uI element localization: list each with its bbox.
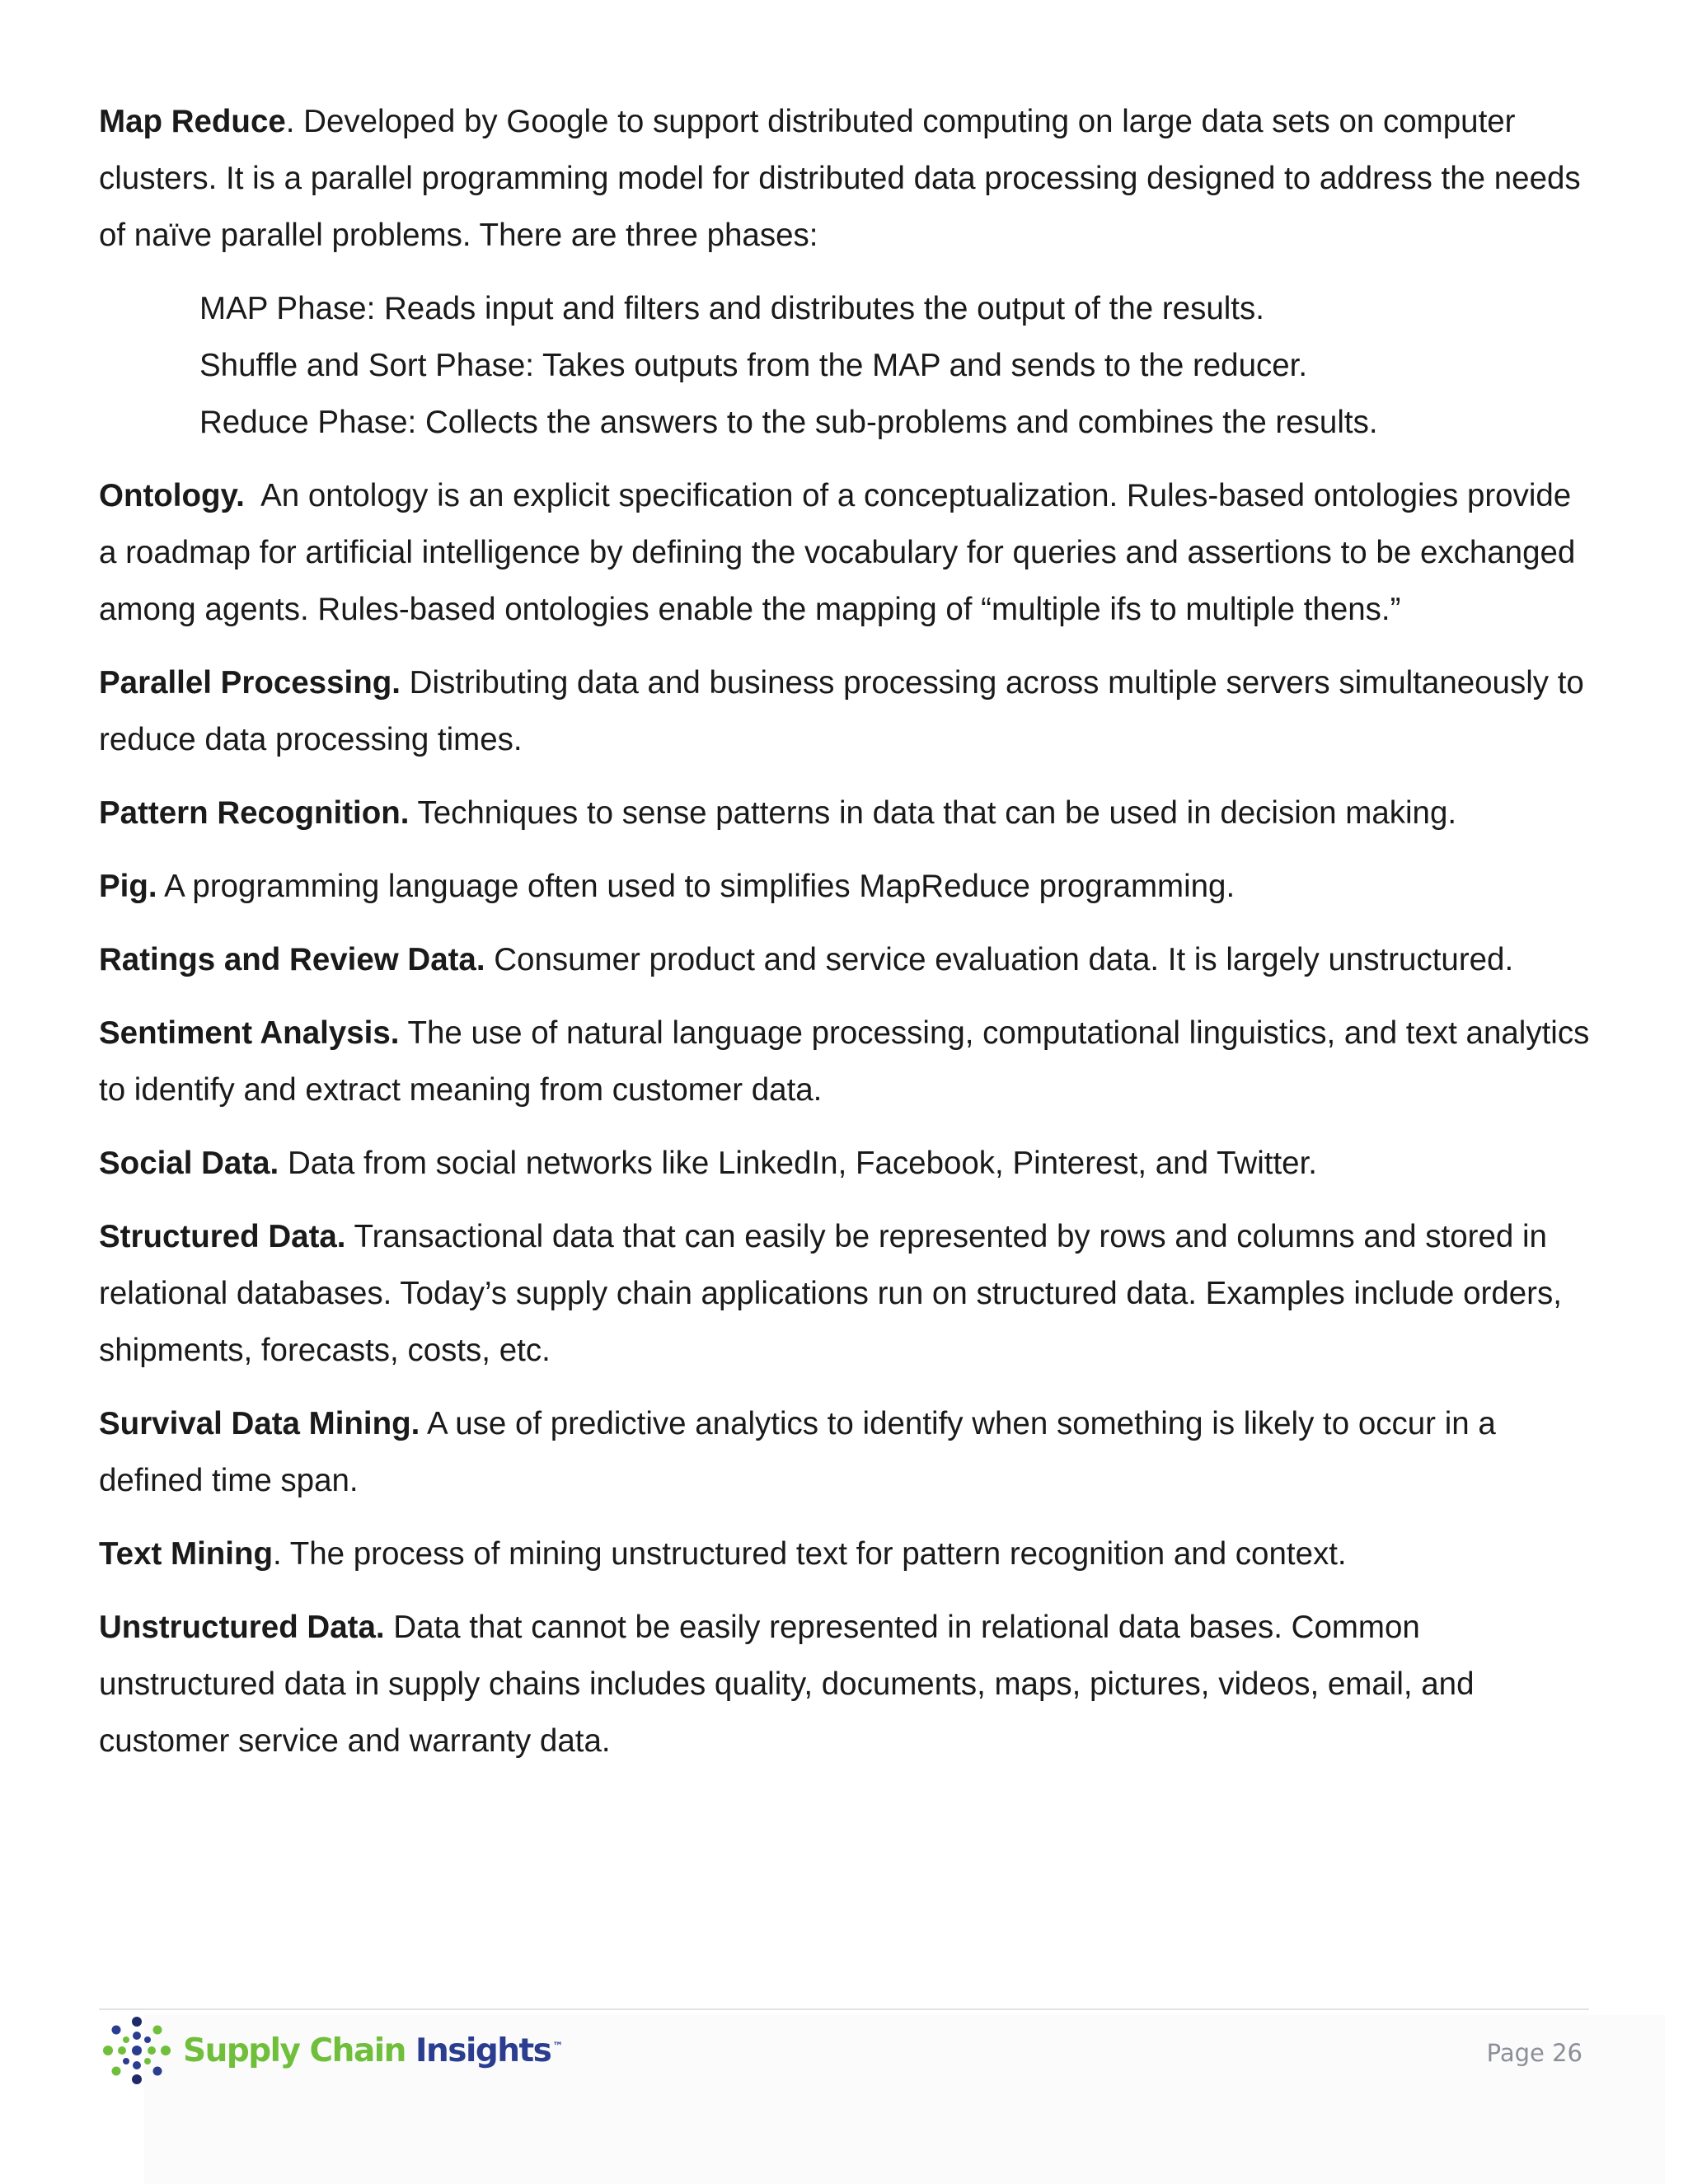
glossary-term: Pig. [99, 869, 157, 904]
glossary-term: Unstructured Data. [99, 1610, 385, 1645]
glossary-entry-survival-data-mining [99, 1395, 1591, 1509]
glossary-definition: A programming language often used to simplifies MapReduce programming. [157, 869, 1236, 904]
glossary-entry-social-data [99, 1135, 1591, 1192]
glossary-term: Ratings and Review Data. [99, 942, 485, 977]
glossary-definition: The process of mining unstructured text for pattern recognition and context. [281, 1536, 1347, 1572]
glossary-entry-map-reduce [99, 93, 1591, 264]
glossary-term: Map Reduce [99, 104, 286, 139]
glossary-definition: The use of natural language processing, computational linguistics, and text analytics to identify and extract meaning from customer data. [99, 1015, 1590, 1108]
logo-wordmark-supply-chain: Supply Chain [183, 2032, 406, 2069]
map-reduce-phases [199, 280, 1591, 451]
supply-chain-insights-logo [102, 2013, 563, 2088]
network-dots-icon [102, 2016, 171, 2085]
glossary-definition: Techniques to sense patterns in data that can be used in decision making. [409, 795, 1457, 831]
glossary-entry-parallel-processing [99, 654, 1591, 768]
glossary-entry-text-mining [99, 1526, 1591, 1582]
glossary-term: Text Mining [99, 1536, 274, 1572]
glossary-definition: Data that cannot be easily represented in relational data bases. Common unstructured data in supply chains includes quality, documents, maps, pictures, videos, email, and customer service and warranty data. [99, 1610, 1475, 1759]
logo-trademark: ™ [552, 2040, 564, 2053]
glossary-entry-sentiment-analysis [99, 1005, 1591, 1118]
glossary-content [99, 93, 1591, 1786]
glossary-entry-ratings-review-data [99, 931, 1591, 988]
glossary-definition: Consumer product and service evaluation data. It is largely unstructured. [485, 942, 1514, 977]
glossary-entry-structured-data [99, 1208, 1591, 1379]
phase-line: Shuffle and Sort Phase: Takes outputs from the MAP and sends to the reducer. [199, 348, 1308, 383]
glossary-term: Sentiment Analysis. [99, 1015, 400, 1051]
glossary-term-period: . [285, 104, 295, 139]
page-number: Page 26 [1486, 2039, 1582, 2067]
glossary-definition: Developed by Google to support distributed computing on large data sets on computer clusters. It is a parallel programming model for distributed data processing designed to address the needs of naïve parallel problems. There are three phases: [99, 104, 1581, 253]
glossary-definition: An ontology is an explicit specification of a conceptualization. Rules-based ontologies provide a roadmap for artificial intelligence by defining the vocabulary for queries and assertions to be exchanged among agents. Rules-based ontologies enable the mapping of “multiple ifs to multiple thens.” [99, 478, 1585, 627]
phase-line: Reduce Phase: Collects the answers to the sub-problems and combines the results. [199, 405, 1378, 440]
footer-divider [99, 2008, 1589, 2010]
phase-line: MAP Phase: Reads input and filters and distributes the output of the results. [199, 291, 1264, 326]
glossary-definition: Data from social networks like LinkedIn, Facebook, Pinterest, and Twitter. [279, 1146, 1317, 1181]
glossary-term: Ontology. [99, 478, 245, 513]
glossary-entry-ontology [99, 467, 1591, 638]
glossary-term: Pattern Recognition. [99, 795, 410, 831]
glossary-term: Survival Data Mining. [99, 1406, 420, 1441]
glossary-entry-pattern-recognition [99, 785, 1591, 841]
logo-wordmark [183, 2032, 563, 2069]
glossary-term: Social Data. [99, 1146, 279, 1181]
glossary-term: Structured Data. [99, 1219, 346, 1254]
glossary-entry-pig [99, 858, 1591, 915]
glossary-entry-unstructured-data [99, 1599, 1591, 1769]
logo-wordmark-insights: Insights [405, 2032, 551, 2069]
glossary-definition: Transactional data that can easily be represented by rows and columns and stored in relational databases. Today’s supply chain applications run on structured data. Examples include orders, shipments, forecasts, costs, etc. [99, 1219, 1562, 1368]
glossary-term: Parallel Processing. [99, 665, 401, 701]
glossary-term-period: . [273, 1536, 282, 1572]
glossary-definition: Distributing data and business processing across multiple servers simultaneously to reduce data processing times. [99, 665, 1584, 757]
glossary-definition: A use of predictive analytics to identify when something is likely to occur in a defined time span. [99, 1406, 1496, 1498]
